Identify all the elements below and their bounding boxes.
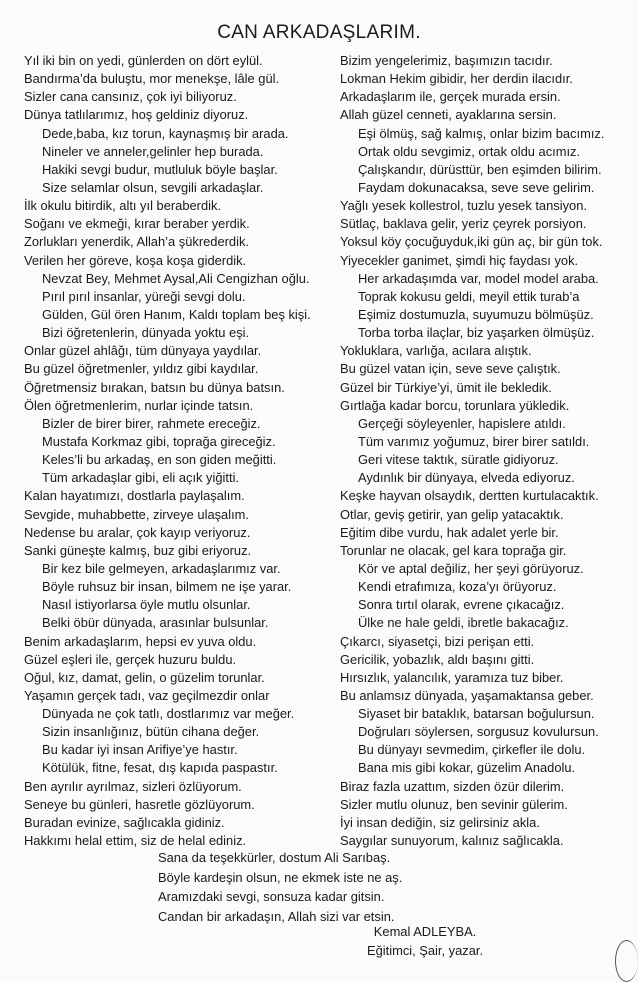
verse-line: Dünya tatlılarımız, hoş geldiniz diyoruz. [24,107,249,123]
verse-line: Yağlı yesek kollestrol, tuzlu yesek tansiyon. [340,198,587,214]
verse-line: Soğanı ve ekmeği, kırar beraber yerdik. [24,216,250,232]
verse-line: Belki öbür dünyada, arasınlar bulsunlar. [42,615,269,631]
verse-line: Ortak oldu sevgimiz, ortak oldu acımız. [358,143,581,159]
verse-line: Sevgide, muhabbette, zirveye ulaşalım. [24,506,249,522]
verse-line: Bana mis gibi kokar, güzelim Anadolu. [358,760,576,776]
verse-line: Faydam dokunacaksa, seve seve gelirim. [358,179,595,195]
verse-line: Bu dünyayı sevmedim, çirkefler ile dolu. [358,742,586,758]
verse-line: Gülden, Gül ören Hanım, Kaldı toplam beş kişi. [42,306,311,322]
closing-line: Aramızdaki sevgi, sonsuza kadar gitsin. [158,889,385,904]
verse-line: Hakkımı helal ettim, siz de helal ediniz. [24,833,247,849]
verse-line: Dede,baba, kız torun, kaynaşmış bir arada. [42,125,289,141]
verse-line: Toprak kokusu geldi, meyil ettik turab’a [358,288,580,304]
verse-line: Size selamlar olsun, sevgili arkadaşlar. [42,179,264,195]
verse-line: Yıl iki bin on yedi, günlerden on dört eylül. [24,53,263,68]
verse-line: Benim arkadaşlarım, hepsi ev yuva oldu. [24,633,257,649]
poem-title: CAN ARKADAŞLARIM. [217,22,421,43]
verse-line: Nasıl istiyorlarsa öyle mutlu olsunlar. [42,597,251,613]
verse-line: Güzel eşleri ile, gerçek huzuru buldu. [24,651,237,667]
verse-line: Kalan hayatımızı, dostlarla paylaşalım. [24,488,245,504]
verse-line: Gerçeği söyleyenler, hapislere atıldı. [358,415,566,431]
verse-line: Bizi öğretenlerin, dünyada yoktu eşi. [42,325,250,341]
author-name: Kemal ADLEYBA. [373,924,477,939]
verse-line: Sonra tırtıl olarak, evrene çıkacağız. [358,597,565,613]
verse-line: Hırsızlık, yalancılık, yaramıza tuz biber. [340,669,564,685]
verse-line: Torba torba ilaçlar, biz yaşarken ölmüşüz. [358,325,595,341]
verse-line: Biraz fazla uzattım, sizden özür dilerim. [340,778,565,794]
verse-line: Ben ayrılır ayrılmaz, sizleri özlüyorum. [24,778,242,794]
verse-line: Kör ve aptal değiliz, her şeyi görüyoruz. [358,560,584,576]
verse-line: Bir kez bile gelmeyen, arkadaşlarımız var. [42,560,281,576]
margin-mark [615,940,638,982]
closing-line: Sana da teşekkürler, dostum Ali Sarıbaş. [158,850,391,865]
verse-line: Sizler cana cansınız, çok iyi biliyoruz. [24,89,237,105]
verse-line: Bu güzel vatan için, seve seve çalıştık. [340,361,561,377]
verse-line: Sizin insanlığınız, bütün cihana değer. [42,724,260,740]
verse-line: Allah güzel cenneti, ayaklarına sersin. [340,107,557,123]
verse-line: Mustafa Korkmaz gibi, toprağa gireceğiz. [42,433,276,449]
verse-line: İyi insan dediğin, siz gelirsiniz akla. [340,814,540,830]
verse-line: Bizim yengelerimiz, başımızın tacıdır. [340,53,553,68]
closing-line: Candan bir arkadaşın, Allah sizi var etsin. [158,908,395,924]
verse-line: Yoksul köy çocuğuyduk,iki gün aç, bir gün tok. [340,234,603,250]
verse-line: Aydınlık bir dünyaya, elveda ediyoruz. [358,470,575,486]
verse-line: Torunlar ne olacak, gel kara toprağa gir. [340,542,567,558]
closing-line: Böyle kardeşin olsun, ne ekmek iste ne aş. [158,869,403,885]
verse-line: Oğul, kız, damat, gelin, o güzelim torunlar. [24,669,265,685]
verse-line: Otlar, geviş getirir, yan gelip yatacaktık. [340,506,564,522]
verse-line: Geri vitese taktık, süratle gidiyoruz. [358,452,559,468]
verse-line: İlk okulu bitirdik, altı yıl beraberdik. [24,198,222,214]
closing-verse [158,848,578,926]
verse-line: Arkadaşlarım ile, gerçek murada ersin. [340,89,561,105]
verse-line: Hakiki sevgi budur, mutluluk böyle başlar. [42,161,278,177]
verse-line: Çalışkandır, dürüsttür, ben eşimden bilirim. [358,161,602,177]
verse-line: Buradan evinize, sağlıcakla gidiniz. [24,814,225,830]
verse-line: Keles’li bu arkadaş, en son giden meğitti. [42,452,277,468]
signature-block [367,922,483,960]
verse-line: Böyle ruhsuz bir insan, bilmem ne işe yarar. [42,579,292,595]
author-role: Eğitimci, Şair, yazar. [367,943,484,958]
verse-line: Eğitim dibe vurdu, hak adalet yerle bir. [340,524,559,540]
verse-line: Keşke hayvan olsaydık, dertten kurtulacaktık. [340,488,599,504]
verse-line: Sanki güneşte kalmış, buz gibi eriyoruz. [24,542,252,558]
verse-line: Zorlukları yenerdik, Allah’a şükrederdik. [24,234,249,250]
verse-line: Ölen öğretmenlerim, nurlar içinde tatsın. [24,397,254,413]
verse-line: Dünyada ne çok tatlı, dostlarımız var meğer. [42,706,295,722]
verse-line: Eşimiz dostumuzla, suyumuzu bölmüşüz. [358,306,594,322]
verse-line: Nedense bu aralar, çok kayıp veriyoruz. [24,524,251,540]
verse-line: Her arkadaşımda var, model model araba. [358,270,599,286]
verse-line: Verilen her göreve, koşa koşa giderdik. [24,252,247,268]
verse-line: Doğruları söylersen, sorgusuz kovulursun. [358,724,599,740]
verse-line: Yokluklara, varlığa, acılara alıştık. [340,343,532,359]
verse-line: Seneye bu günleri, hasretle gözlüyorum. [24,796,255,812]
verse-line: Tüm arkadaşlar gibi, eli açık yiğitti. [42,470,240,486]
verse-line: Bizler de birer birer, rahmete ereceğiz. [42,415,261,431]
verse-line: Nineler ve anneler,gelinler hep burada. [42,143,264,159]
verse-line: Bu anlamsız dünyada, yaşamaktansa geber. [340,687,594,703]
verse-line: Öğretmensiz bırakan, batsın bu dünya batsın. [24,379,285,395]
verse-line: Sütlaç, baklava gelir, yeriz çeyrek porsiyon. [340,216,587,232]
verse-line: Sizler mutlu olunuz, ben sevinir gülerim. [340,796,568,812]
verse-line: Kendi etrafımıza, koza’yı örüyoruz. [358,579,557,595]
verse-line: Bu kadar iyi insan Arifiye’ye hastır. [42,742,238,758]
verse-line: Siyaset bir bataklık, batarsan boğulursun. [358,706,595,722]
verse-line: Kötülük, fitne, fesat, dış kapıda paspastır. [42,760,278,776]
verse-line: Bandırma’da buluştu, mor menekşe, lâle gül. [24,71,280,87]
verse-line: Gericilik, yobazlık, aldı başını gitti. [340,651,535,667]
verse-line: Yiyecekler ganimet, şimdi hiç faydası yok. [340,252,579,268]
verse-line: Ülke ne hale geldi, ibretle bakacağız. [358,615,569,631]
verse-line: Saygılar sunuyorum, kalınız sağlıcakla. [340,833,564,849]
verse-line: Lokman Hekim gibidir, her derdin ilacıdır. [340,71,573,87]
left-stanza-column [24,52,334,850]
verse-line: Pırıl pırıl insanlar, yüreği sevgi dolu. [42,288,246,304]
verse-line: Eşi ölmüş, sağ kalmış, onlar bizim bacımız. [358,125,605,141]
verse-line: Çıkarcı, siyasetçi, bizi perişan etti. [340,633,535,649]
verse-line: Yaşamın gerçek tadı, vaz geçilmezdir onlar [24,687,270,703]
verse-line: Onlar güzel ahlâğı, tüm dünyaya yaydılar. [24,343,262,359]
verse-line: Gırtlağa kadar borcu, torunlara yükledik. [340,397,570,413]
verse-line: Nevzat Bey, Mehmet Aysal,Ali Cengizhan oğlu. [42,270,310,286]
verse-line: Güzel bir Türkiye’yi, ümit ile bekledik. [340,379,552,395]
verse-line: Bu güzel öğretmenler, yıldız gibi kaydılar. [24,361,259,377]
right-stanza-column [340,52,636,850]
verse-line: Tüm varımız yoğumuz, birer birer satıldı. [358,433,590,449]
